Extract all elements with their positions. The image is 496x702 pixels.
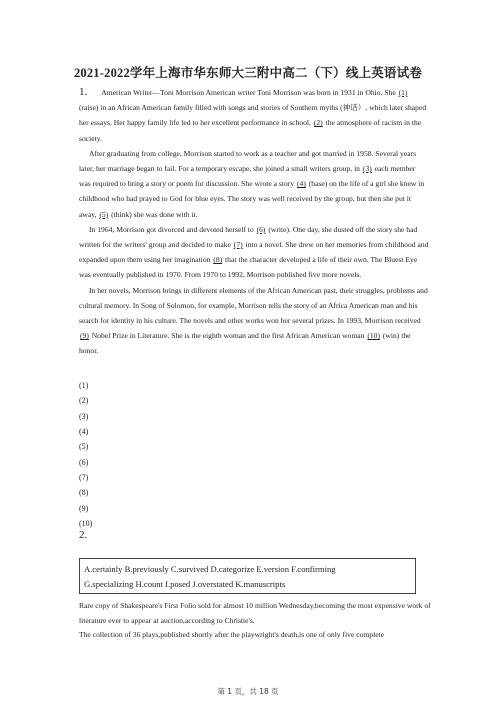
blank-7: (7): [233, 240, 243, 250]
question-2-number: 2.: [79, 529, 88, 541]
answer-line-4: (4): [79, 427, 89, 437]
answer-line-7: (7): [79, 473, 89, 483]
word-bank-line-1: A.certainly B.previously C.survived D.categorize E.version F.confirming: [84, 564, 336, 574]
question-number: 1.: [79, 86, 88, 98]
question-2-passage: [79, 599, 431, 643]
blank-2: (2): [313, 118, 323, 128]
word-bank-line-2: G.specializing H.count I.posed J.overstated K.manuscripts: [84, 579, 286, 589]
paragraph-2: After graduating from college, Morrison started to work as a teacher and got married in 1958. Several years later, her marriage began to fail. For a temporary escape, she joined a small writers group, in (3) each member was required to bring a story or poem for discussion. She wrote a story (4) (base) on the life of a girl she knew in childhood who had prayed to God for blue eyes. The story was well received by the group, but then she put it away, (5) (think) she was done with it.: [79, 148, 425, 219]
answer-line-6: (6): [79, 457, 89, 467]
answer-line-5: (5): [79, 442, 89, 452]
passage-sentence-1: Rare copy of Shakespeare's First Folio sold for almost 10 million Wednesday,becoming the most expensive work of literature ever to appear at auction,according to Christie's.: [79, 601, 431, 625]
blank-10: (10): [367, 331, 380, 341]
answer-line-2: (2): [79, 396, 89, 406]
blank-8: (8): [213, 255, 223, 265]
paragraph-1: 1. American Writer—Toni Morrison American writer Toni Morrison was born in 1931 in Ohio. She (1) (raise) in an African American family filled with songs and stories of Southern myths (神话）, which later shaped her essays. Her happy family life led to her excellent performance in school, (2) the atmosphere of racism in the society.: [79, 86, 427, 143]
answer-line-9: (9): [79, 503, 89, 513]
page-footer: 第 1 页，共 18 页: [217, 687, 279, 696]
paragraph-3: In 1964, Morrison got divorced and devoted herself to (6) (write). One day, she dusted off the story she had written for the writers' group and decided to make (7) into a novel. She drew on her memories from childhood and expanded upon them using her imagination (8) that the character developed a life of their own. The Bluest Eye was eventually published in 1970. From 1970 to 1992, Morrison published five more novels.: [79, 224, 429, 280]
blank-3: (3): [362, 164, 372, 174]
page-title: 2021-2022学年上海市华东师大三附中高二（下）线上英语试卷: [73, 66, 423, 80]
word-bank-box: [79, 558, 416, 594]
blank-9: (9): [80, 331, 89, 341]
answer-line-8: (8): [79, 488, 89, 498]
answer-line-1: (1): [79, 381, 89, 390]
answer-line-3: (3): [79, 411, 89, 421]
question-1: [79, 85, 429, 359]
answer-list: [79, 378, 92, 531]
blank-5: (5): [99, 209, 109, 219]
answer-line-10: (10): [79, 519, 93, 529]
blank-1: (1): [398, 88, 408, 97]
blank-4: (4): [297, 179, 306, 189]
paragraph-4: In her novels, Morrison brings in different elements of the African American past, their struggles, problems and cultural memory. In Song of Solomon, for example, Morrison tells the story of an Africa American man and his search for identity in his culture. The novels and other works won her several prizes. In 1993, Morrison received (9) Nobel Prize in Literature. She is the eighth woman and the first African American woman (10) (win) the honor.: [79, 285, 428, 356]
passage-sentence-2: The collection of 36 plays,published shortly after the playwright's death,is one of only five complete: [79, 630, 385, 639]
blank-6: (6): [256, 224, 266, 234]
